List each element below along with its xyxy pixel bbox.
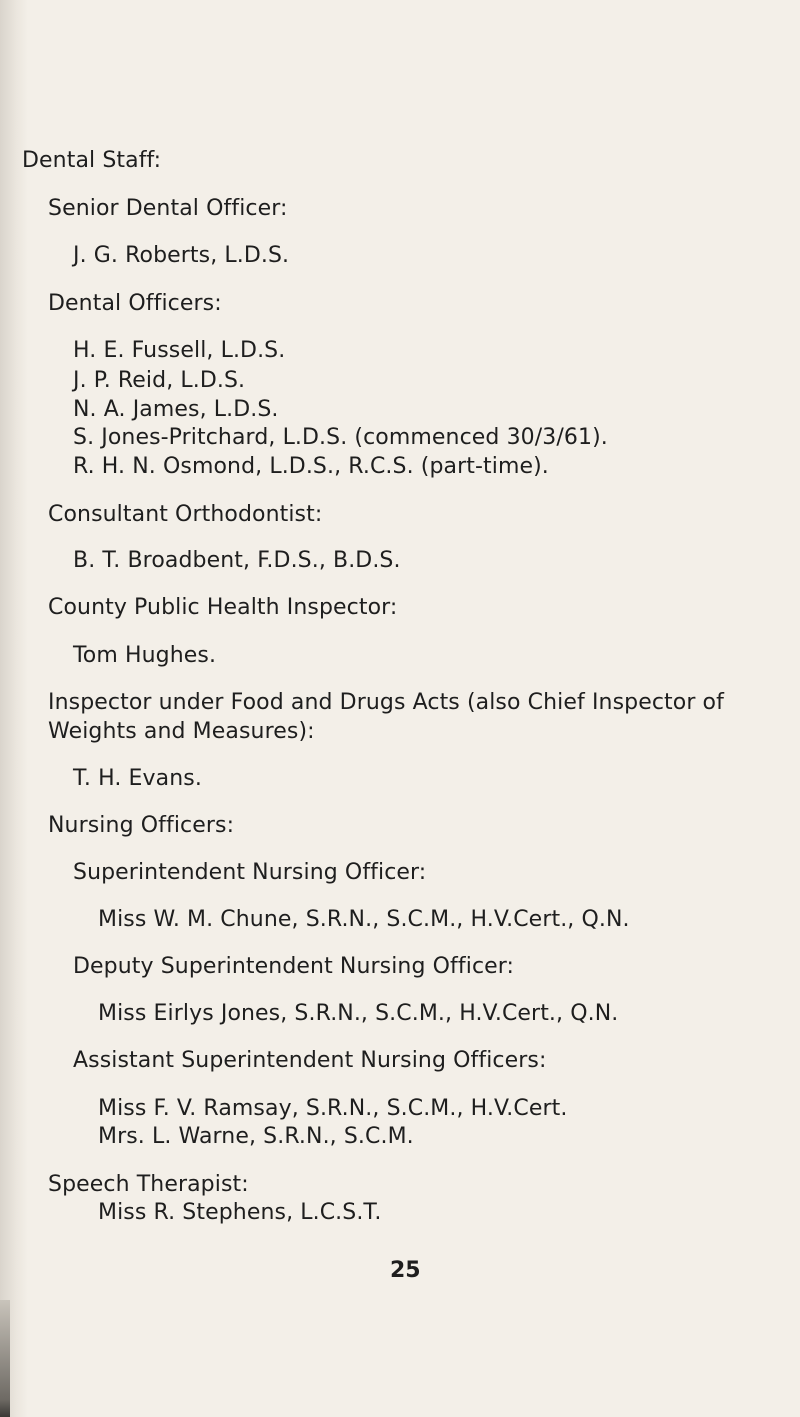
role-title-food-and-drugs-inspector-continued: Weights and Measures): xyxy=(48,718,315,744)
role-title-dental-officers: Dental Officers: xyxy=(48,290,222,316)
page-binding-shadow xyxy=(0,1300,10,1417)
role-title-food-and-drugs-inspector: Inspector under Food and Drugs Acts (also Chief Inspector of xyxy=(48,690,724,716)
page-left-edge-shadow xyxy=(0,0,28,1417)
staff-name: Miss Eirlys Jones, S.R.N., S.C.M., H.V.Cert., Q.N. xyxy=(98,1001,619,1027)
role-title-consultant-orthodontist: Consultant Orthodontist: xyxy=(48,501,323,527)
staff-name: N. A. James, L.D.S. xyxy=(73,396,279,422)
staff-name: Miss W. M. Chune, S.R.N., S.C.M., H.V.Cert., Q.N. xyxy=(98,907,630,933)
staff-name: Tom Hughes. xyxy=(73,642,217,668)
staff-name: J. G. Roberts, L.D.S. xyxy=(73,243,290,269)
role-title-senior-dental-officer: Senior Dental Officer: xyxy=(48,196,288,222)
role-title-speech-therapist: Speech Therapist: xyxy=(48,1172,249,1197)
staff-name: R. H. N. Osmond, L.D.S., R.C.S. (part-time). xyxy=(73,454,549,480)
staff-name: Miss F. V. Ramsay, S.R.N., S.C.M., H.V.Cert. xyxy=(98,1095,568,1121)
role-title-nursing-officers: Nursing Officers: xyxy=(48,813,235,839)
staff-name: Mrs. L. Warne, S.R.N., S.C.M. xyxy=(98,1124,414,1150)
role-subtitle-deputy-superintendent-nursing-officer: Deputy Superintendent Nursing Officer: xyxy=(73,953,515,979)
staff-name: H. E. Fussell, L.D.S. xyxy=(73,338,286,364)
staff-name: S. Jones-Pritchard, L.D.S. (commenced 30/3/61). xyxy=(73,425,608,451)
staff-name: T. H. Evans. xyxy=(73,766,202,792)
role-subtitle-superintendent-nursing-officer: Superintendent Nursing Officer: xyxy=(73,859,427,885)
staff-name: Miss R. Stephens, L.C.S.T. xyxy=(98,1200,382,1225)
section-heading-dental-staff: Dental Staff: xyxy=(22,148,162,173)
staff-name: B. T. Broadbent, F.D.S., B.D.S. xyxy=(73,548,401,574)
page-number: 25 xyxy=(390,1258,421,1283)
role-title-county-public-health-inspector: County Public Health Inspector: xyxy=(48,595,398,621)
staff-name: J. P. Reid, L.D.S. xyxy=(73,367,246,393)
role-subtitle-assistant-superintendent-nursing-officers: Assistant Superintendent Nursing Officers: xyxy=(73,1048,547,1074)
